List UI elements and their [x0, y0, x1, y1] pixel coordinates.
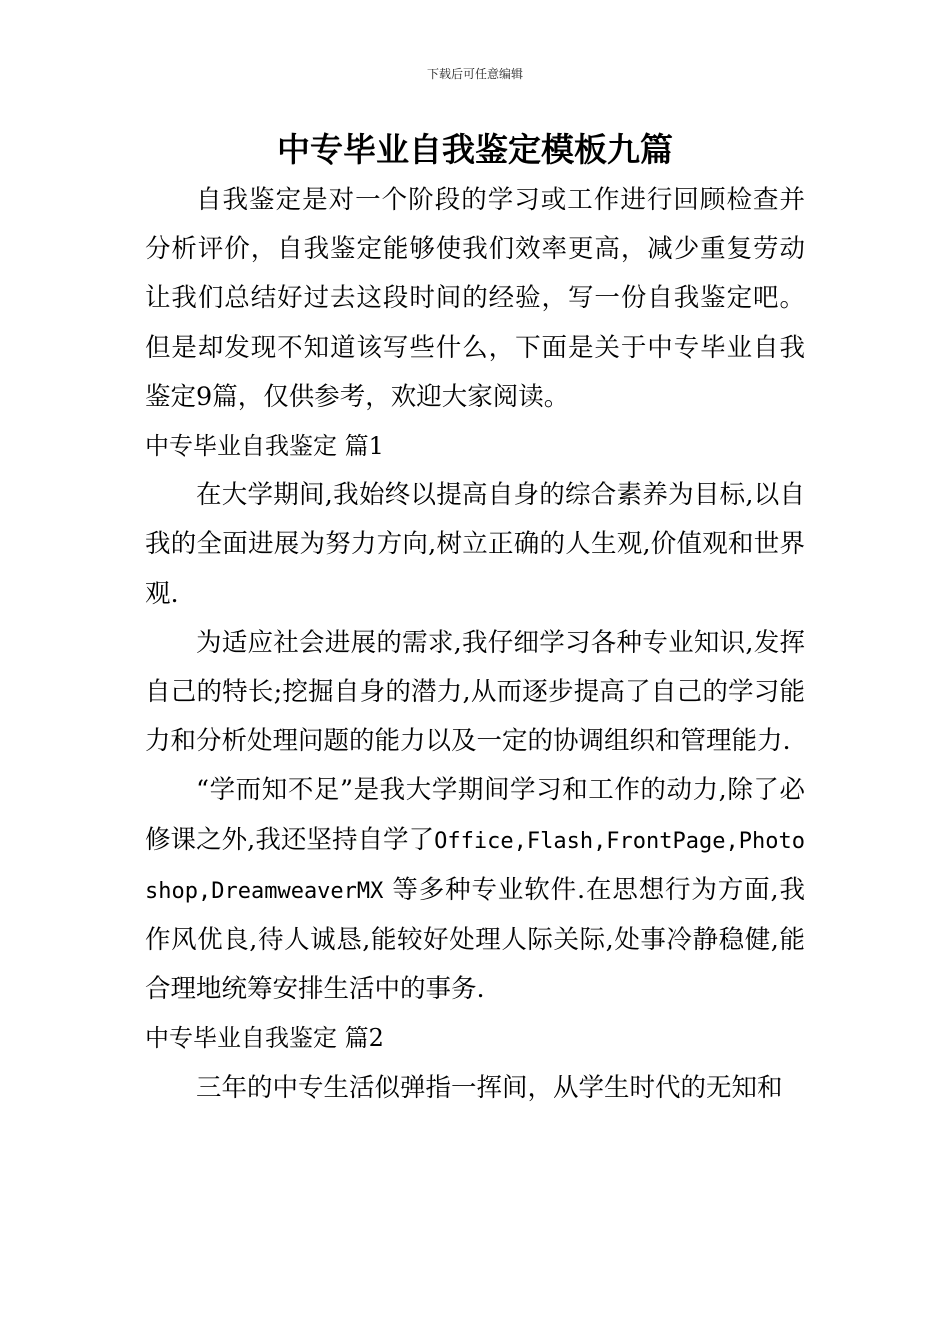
section-heading-1: 中专毕业自我鉴定 篇1	[145, 432, 384, 461]
section-heading-2: 中专毕业自我鉴定 篇2	[145, 1024, 384, 1053]
paragraph-text: “学而知不足”是我大学期间学习和工作的动力,除了必修课之外,我还坚持自学了	[145, 775, 805, 855]
document-body	[145, 176, 805, 1113]
header-note: 下载后可任意编辑	[426, 67, 523, 81]
paragraph: 三年的中专生活似弹指一挥间，从学生时代的无知和	[196, 1072, 783, 1103]
paragraph: 在大学期间,我始终以提高自身的综合素养为目标,以自我的全面进展为努力方向,树立正确的人生观,价值观和世界观.	[145, 480, 805, 609]
paragraph: 为适应社会进展的需求,我仔细学习各种专业知识,发挥自己的特长;挖掘自身的潜力,从而逐步提高了自己的学习能力和分析处理问题的能力以及一定的协调组织和管理能力.	[145, 627, 805, 757]
software-list: Office,Flash,FrontPage,Photoshop,DreamweaverMX	[145, 828, 805, 904]
intro-paragraph: 自我鉴定是对一个阶段的学习或工作进行回顾检查并分析评价，自我鉴定能够使我们效率更高，减少重复劳动让我们总结好过去这段时间的经验，写一份自我鉴定吧。但是却发现不知道该写些什么，下面是关于中专毕业自我鉴定9篇，仅供参考，欢迎大家阅读。	[145, 185, 805, 412]
paragraph-text: 等多种专业软件.在思想行为方面,我作风优良,待人诚恳,能较好处理人际关际,处事冷静稳健,能合理地统筹安排生活中的事务.	[145, 874, 806, 1005]
paragraph	[145, 766, 805, 1014]
document-title: 中专毕业自我鉴定模板九篇	[277, 130, 673, 169]
